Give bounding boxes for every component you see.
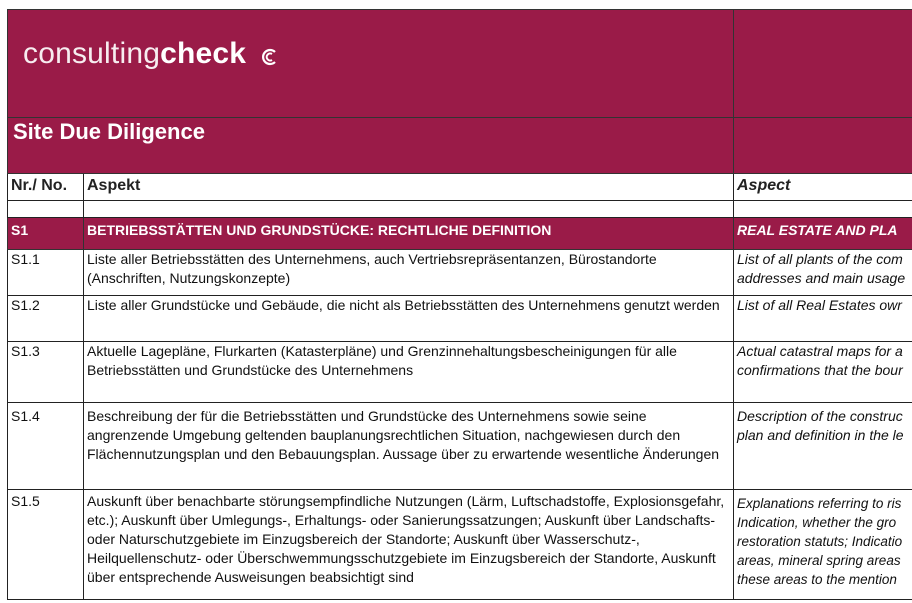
row-aspekt[interactable]: Beschreibung der für die Betriebsstätten und Grundstücke des Unternehmens sowie seine angrenzende Umgebung geltenden bauplanungsrechtlichen Situation, nachgewiesen durch den Flächennutzungsplan und den Bebauungsplan. Aussage über zu erwartende wesentliche Änderungen (84, 403, 734, 490)
row-aspect[interactable] (734, 490, 912, 600)
due-diligence-table (7, 9, 912, 600)
header-no[interactable]: Nr./ No. (8, 174, 84, 201)
section-title-de[interactable]: BETRIEBSSTÄTTEN UND GRUNDSTÜCKE: RECHTLICHE DEFINITION (84, 218, 734, 250)
logo-text-bold: check (160, 37, 247, 70)
row-no[interactable]: S1.1 (8, 250, 84, 296)
aspect-line: Actual catastral maps for a (737, 343, 903, 359)
blank-cell[interactable] (84, 201, 734, 218)
aspect-line: these areas to the mention (737, 572, 897, 587)
title-cell-right[interactable] (734, 118, 912, 174)
table-row (8, 403, 912, 490)
logo-cell[interactable] (8, 10, 734, 118)
blank-cell[interactable] (734, 201, 912, 218)
row-aspect[interactable] (734, 296, 912, 342)
aspect-line: addresses and main usage (737, 270, 906, 286)
aspect-line: List of all Real Estates owr (737, 297, 902, 313)
column-header-row (8, 174, 912, 201)
table-row (8, 250, 912, 296)
aspect-line: confirmations that the bour (737, 362, 903, 378)
row-aspect[interactable] (734, 403, 912, 490)
logo-cell-right[interactable] (734, 10, 912, 118)
blank-row (8, 201, 912, 218)
title-cell[interactable] (8, 118, 734, 174)
row-no[interactable]: S1.3 (8, 342, 84, 403)
aspect-line: Indication, whether the gro (737, 515, 897, 530)
aspect-line: restoration statuts; Indicatio (737, 534, 903, 549)
sheet-title: Site Due Diligence (13, 119, 205, 144)
title-row (8, 118, 912, 174)
section-no[interactable]: S1 (8, 218, 84, 250)
aspect-line: plan and definition in the le (737, 427, 904, 443)
header-aspekt[interactable]: Aspekt (84, 174, 734, 201)
aspect-line: List of all plants of the com (737, 251, 903, 267)
row-aspect[interactable] (734, 250, 912, 296)
row-aspekt[interactable]: Liste aller Betriebsstätten des Unternehmens, auch Vertriebsrepräsentanzen, Bürostandorte (Anschriften, Nutzungskonzepte) (84, 250, 734, 296)
table-row (8, 490, 912, 600)
consultingcheck-logo (11, 10, 730, 68)
aspect-line: Explanations referring to ris (737, 496, 902, 511)
row-aspekt[interactable]: Aktuelle Lagepläne, Flurkarten (Katasterpläne) und Grenzinnehaltungsbescheinigungen für alle Betriebsstätten und Grundstücke des Unternehmens (84, 342, 734, 403)
section-row-s1 (8, 218, 912, 250)
aspect-line: Description of the construc (737, 408, 903, 424)
logo-row (8, 10, 912, 118)
row-aspekt[interactable]: Liste aller Grundstücke und Gebäude, die nicht als Betriebsstätten des Unternehmens genutzt werden (84, 296, 734, 342)
blank-cell[interactable] (8, 201, 84, 218)
row-aspect[interactable] (734, 342, 912, 403)
swirl-mark-icon (257, 46, 279, 68)
row-no[interactable]: S1.4 (8, 403, 84, 490)
header-aspect[interactable]: Aspect (734, 174, 912, 201)
table-row (8, 342, 912, 403)
table-row (8, 296, 912, 342)
section-title-en[interactable]: REAL ESTATE AND PLA (734, 218, 912, 250)
row-aspekt[interactable]: Auskunft über benachbarte störungsempfindliche Nutzungen (Lärm, Luftschadstoffe, Explosionsgefahr, etc.); Auskunft über Umlegungs-, Erhaltungs- oder Sanierungssatzungen; Auskunft über Landschafts- oder Naturschutzgebiete im Einzugsbereich der Standorte; Auskunft über Wasserschutz-, Heilquellenschutz- oder Überschwemmungsschutzgebiete im Einzugsbereich der Standorte, Auskunft über entsprechende Ausweisungen beabsichtigt sind (84, 490, 734, 600)
row-no[interactable]: S1.5 (8, 490, 84, 600)
logo-text-light: consulting (23, 37, 161, 70)
spreadsheet (7, 9, 912, 600)
row-no[interactable]: S1.2 (8, 296, 84, 342)
aspect-line: areas, mineral spring areas (737, 553, 901, 568)
